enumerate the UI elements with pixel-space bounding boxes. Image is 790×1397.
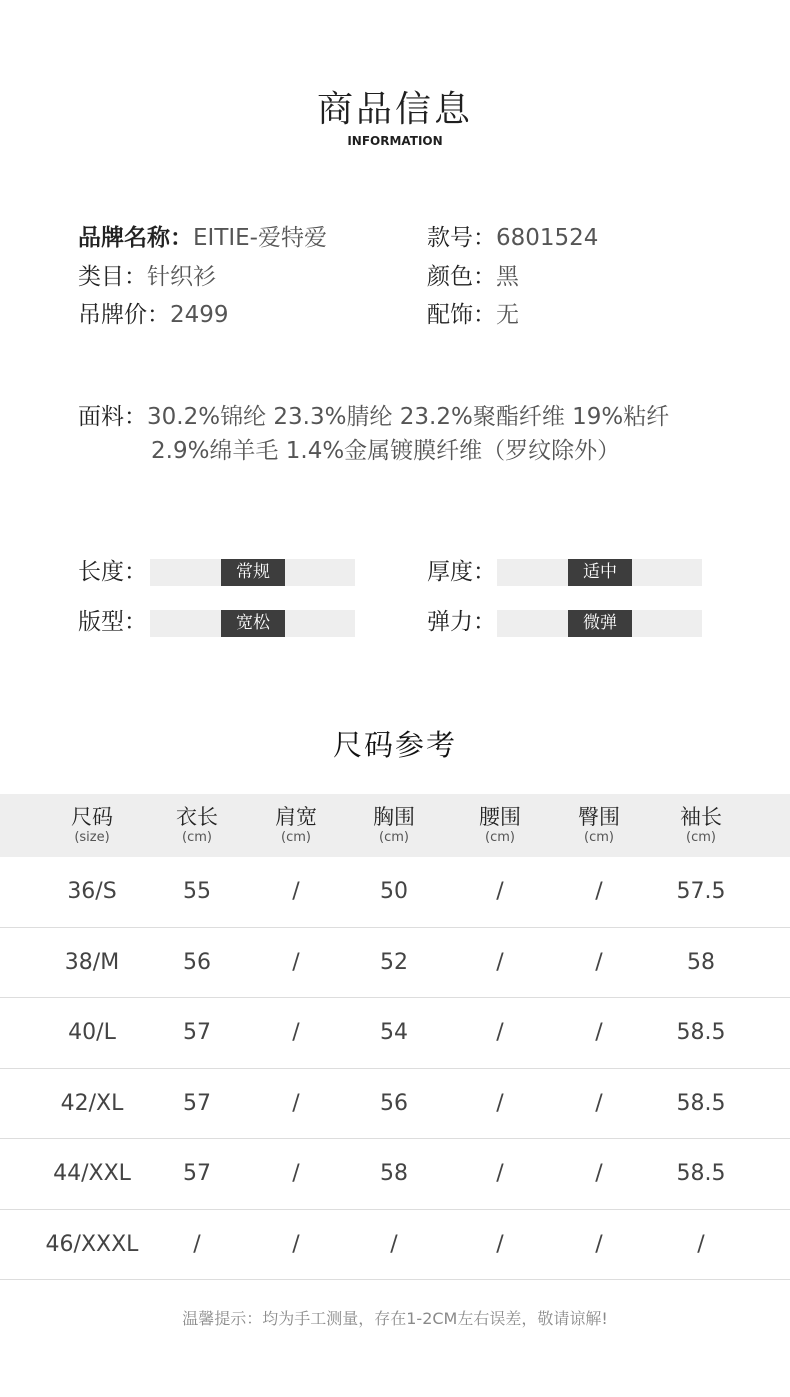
table-cell-waist: / [496,1231,504,1257]
elasticity-chip: 微弹 [568,610,632,637]
column-header-chest [334,804,454,846]
brand-value: EITIE-爱特爱 [193,225,327,251]
thickness-chip: 适中 [568,559,632,586]
column-header-unit: (size) [74,830,110,845]
table-cell-waist: / [496,949,504,975]
column-header-unit: (cm) [182,830,212,845]
price-label: 吊牌价： [78,302,170,328]
table-cell-size: 46/XXXL [45,1231,139,1257]
column-header-unit: (cm) [281,830,311,845]
table-cell-chest: / [390,1231,398,1257]
table-cell-length: 57 [183,1161,211,1186]
table-row [0,998,790,1069]
style-no-value: 6801524 [496,225,599,251]
fit-label: 版型： [78,609,147,635]
page-subtitle: INFORMATION [347,134,443,148]
color-row [427,262,519,292]
category-label: 类目： [78,264,147,290]
size-chart-title: 尺码参考 [332,728,457,762]
table-cell-waist: / [496,1161,504,1186]
table-cell-chest: 50 [380,879,408,904]
table-cell-shoulder: / [292,1231,300,1257]
color-label: 颜色： [427,264,496,290]
brand-label: 品牌名称： [78,225,193,251]
column-header-unit: (cm) [485,830,515,845]
column-header-unit: (cm) [379,830,409,845]
table-cell-chest: 58 [380,1161,408,1186]
table-cell-chest: 52 [380,949,408,975]
table-cell-chest: 54 [380,1020,408,1045]
table-row [0,857,790,928]
table-cell-shoulder: / [292,949,300,975]
size-table [0,794,790,1280]
table-row [0,1139,790,1210]
column-header-label: 袖长 [680,805,722,829]
column-header-label: 肩宽 [275,805,317,829]
table-cell-length: 56 [183,949,211,975]
table-cell-waist: / [496,1020,504,1045]
category-row [78,262,216,292]
table-cell-shoulder: / [292,879,300,904]
table-cell-sleeve: 58.5 [676,1090,726,1116]
table-cell-hip: / [595,1020,603,1045]
table-cell-chest: 56 [380,1090,408,1116]
table-cell-sleeve: 58 [687,949,715,975]
table-cell-length: / [193,1231,201,1257]
thickness-label: 厚度： [427,559,496,585]
column-header-sleeve [641,804,761,846]
thickness-scale [497,559,702,586]
table-cell-shoulder: / [292,1161,300,1186]
price-row [78,300,229,330]
table-cell-waist: / [496,879,504,904]
brand-row [78,223,327,253]
table-cell-hip: / [595,1161,603,1186]
column-header-unit: (cm) [686,830,716,845]
length-label: 长度： [78,559,147,585]
table-cell-size: 40/L [68,1020,116,1045]
table-cell-sleeve: 57.5 [676,879,726,904]
table-cell-size: 42/XL [60,1090,124,1116]
elasticity-scale [497,610,702,637]
style-no-label: 款号： [427,225,496,251]
fabric-line-1 [78,400,669,434]
price-value: 2499 [170,302,229,328]
column-header-label: 尺码 [71,805,113,829]
column-header-label: 胸围 [373,805,415,829]
fit-chip: 宽松 [221,610,285,637]
table-cell-hip: / [595,1090,603,1116]
size-table-body [0,857,790,1280]
length-chip: 常规 [221,559,285,586]
table-cell-hip: / [595,1231,603,1257]
column-header-label: 衣长 [176,805,218,829]
accessory-value: 无 [496,302,519,328]
table-cell-sleeve: 58.5 [676,1020,726,1045]
style-no-row [427,223,598,253]
color-value: 黑 [496,264,519,290]
column-header-label: 臀围 [578,805,620,829]
table-cell-length: 55 [183,879,211,904]
table-cell-length: 57 [183,1020,211,1045]
table-cell-size: 38/M [64,949,120,975]
table-cell-hip: / [595,879,603,904]
fabric-composition-1: 30.2%锦纶 23.3%腈纶 23.2%聚酯纤维 19%粘纤 [147,404,670,430]
length-scale [150,559,355,586]
category-value: 针织衫 [147,264,216,290]
table-cell-hip: / [595,949,603,975]
table-cell-size: 44/XXL [53,1161,131,1186]
page-title: 商品信息 [316,89,473,130]
elasticity-label: 弹力： [427,609,496,635]
accessory-row [427,300,519,330]
table-cell-sleeve: / [697,1231,705,1257]
table-cell-size: 36/S [67,879,117,904]
measurement-note: 温馨提示：均为手工测量，存在1-2CM左右误差，敬请谅解! [182,1309,608,1328]
accessory-label: 配饰： [427,302,496,328]
table-cell-shoulder: / [292,1090,300,1116]
column-header-size [32,804,152,846]
table-cell-sleeve: 58.5 [676,1161,726,1186]
table-row [0,928,790,999]
size-table-header [0,794,790,857]
table-row [0,1210,790,1281]
table-row [0,1069,790,1140]
column-header-label: 腰围 [479,805,521,829]
fit-scale [150,610,355,637]
table-cell-length: 57 [183,1090,211,1116]
table-cell-waist: / [496,1090,504,1116]
fabric-composition-2: 2.9%绵羊毛 1.4%金属镀膜纤维（罗纹除外） [151,438,621,464]
column-header-unit: (cm) [584,830,614,845]
table-cell-shoulder: / [292,1020,300,1045]
fabric-label: 面料： [78,404,147,430]
